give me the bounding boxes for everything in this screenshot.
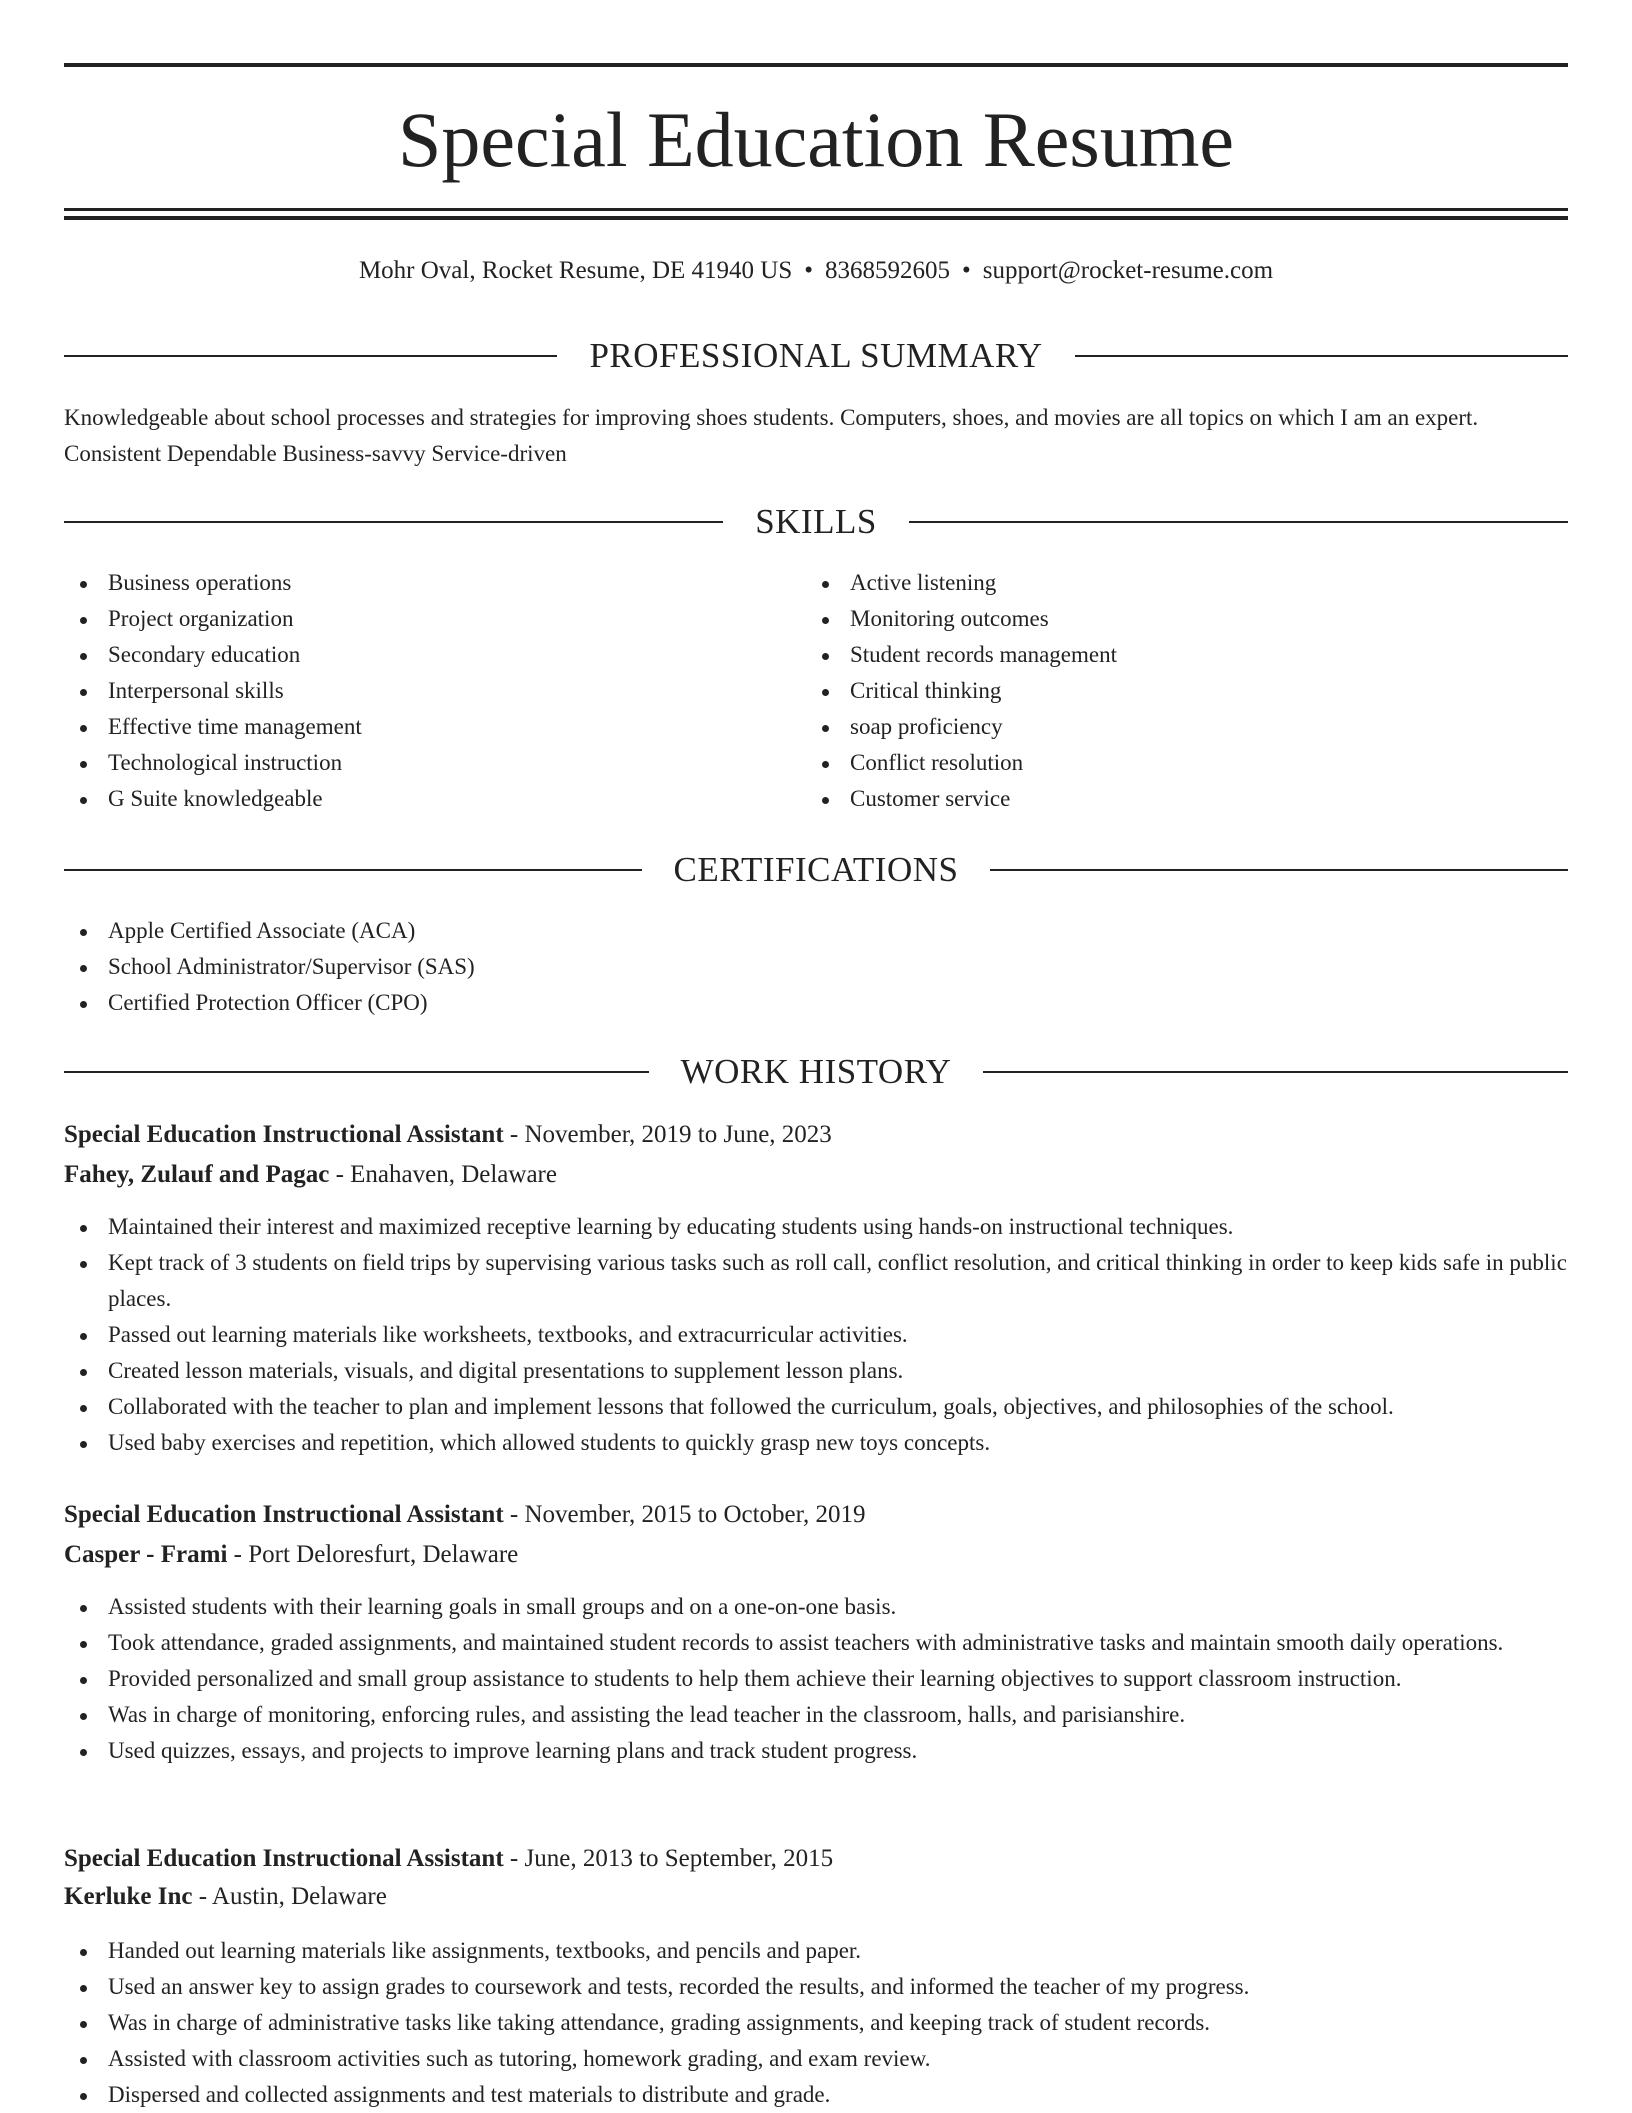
skill-item: Conflict resolution — [806, 745, 1546, 781]
skill-item: Student records management — [806, 637, 1546, 673]
job-title: Special Education Instructional Assistant — [64, 1121, 504, 1148]
skill-item: Critical thinking — [806, 673, 1546, 709]
divider — [64, 869, 642, 871]
job-bullet: Assisted with classroom activities such as tutoring, homework grading, and exam review. — [64, 2041, 1568, 2077]
job-title: Special Education Instructional Assistant — [64, 1501, 504, 1528]
section-heading-work-history — [64, 1050, 1568, 1094]
skill-item: Customer service — [806, 781, 1546, 817]
job-title-line — [64, 1117, 1568, 1153]
skill-item: Business operations — [64, 565, 804, 601]
section-title: PROFESSIONAL SUMMARY — [589, 336, 1043, 375]
job-location: - Austin, Delaware — [192, 1883, 387, 1910]
certification-item: Apple Certified Associate (ACA) — [64, 913, 1568, 949]
skills-list-left — [64, 565, 804, 817]
job-company-line — [64, 1157, 1568, 1193]
contact-phone: 8368592605 — [825, 257, 950, 284]
job-title-line — [64, 1841, 1568, 1877]
skill-item: Monitoring outcomes — [806, 601, 1546, 637]
job-location: - Port Deloresfurt, Delaware — [227, 1541, 519, 1568]
divider — [64, 521, 723, 523]
skill-item: Active listening — [806, 565, 1546, 601]
contact-separator: • — [962, 257, 971, 284]
job-dates: - June, 2013 to September, 2015 — [503, 1845, 834, 1872]
job-bullets — [64, 1933, 1568, 2113]
job-location: - Enahaven, Delaware — [329, 1161, 557, 1188]
job-bullet: Passed out learning materials like worksheets, textbooks, and extracurricular activities. — [64, 1317, 1568, 1353]
skill-item: Project organization — [64, 601, 804, 637]
certifications-list — [64, 913, 1568, 1021]
job-title-line — [64, 1497, 1568, 1533]
skill-item: Interpersonal skills — [64, 673, 804, 709]
job-bullet: Collaborated with the teacher to plan and implement lessons that followed the curriculum, goals, objectives, and philosophies of the school. — [64, 1389, 1568, 1425]
job-title: Special Education Instructional Assistant — [64, 1845, 504, 1872]
job-bullet: Handed out learning materials like assignments, textbooks, and pencils and paper. — [64, 1933, 1568, 1969]
skill-item: Technological instruction — [64, 745, 804, 781]
header-bottom-rule — [64, 208, 1568, 211]
section-heading-certifications — [64, 848, 1568, 892]
section-title: CERTIFICATIONS — [673, 850, 959, 889]
divider — [990, 869, 1568, 871]
job-dates: - November, 2015 to October, 2019 — [503, 1501, 866, 1528]
job-bullet: Dispersed and collected assignments and test materials to distribute and grade. — [64, 2077, 1568, 2113]
contact-email[interactable]: support@rocket-resume.com — [982, 257, 1274, 284]
divider — [64, 355, 557, 357]
divider — [1075, 355, 1568, 357]
job-bullet: Used baby exercises and repetition, which allowed students to quickly grasp new toys concepts. — [64, 1425, 1568, 1461]
divider — [983, 1071, 1568, 1073]
job-company: Casper - Frami — [64, 1541, 228, 1568]
job-company: Kerluke Inc — [64, 1883, 193, 1910]
section-heading-skills — [64, 500, 1568, 544]
divider — [909, 521, 1568, 523]
job-bullet: Kept track of 3 students on field trips by supervising various tasks such as roll call, conflict resolution, and critical thinking in order to keep kids safe in public places. — [64, 1245, 1568, 1317]
header-bottom-rule-2 — [64, 216, 1568, 220]
job-dates: - November, 2019 to June, 2023 — [503, 1121, 832, 1148]
contact-line — [64, 254, 1568, 288]
header-top-rule — [64, 63, 1568, 67]
job-bullet: Maintained their interest and maximized receptive learning by educating students using hands-on instructional techniques. — [64, 1209, 1568, 1245]
job-bullet: Used quizzes, essays, and projects to improve learning plans and track student progress. — [64, 1733, 1568, 1769]
skill-item: Effective time management — [64, 709, 804, 745]
certification-item: Certified Protection Officer (CPO) — [64, 985, 1568, 1021]
job-company: Fahey, Zulauf and Pagac — [64, 1161, 330, 1188]
section-title: WORK HISTORY — [680, 1052, 952, 1091]
summary-text: Knowledgeable about school processes and strategies for improving shoes students. Computers, shoes, and movies are all topics on which I am an expert. Consistent Dependable Business-savvy Service-driven — [64, 405, 1479, 466]
skills-list-right — [806, 565, 1546, 817]
skill-item: Secondary education — [64, 637, 804, 673]
divider — [64, 1071, 649, 1073]
job-bullet: Assisted students with their learning goals in small groups and on a one-on-one basis. — [64, 1589, 1568, 1625]
job-bullet: Used an answer key to assign grades to coursework and tests, recorded the results, and informed the teacher of my progress. — [64, 1969, 1568, 2005]
skill-item: G Suite knowledgeable — [64, 781, 804, 817]
job-bullet: Took attendance, graded assignments, and maintained student records to assist teachers with administrative tasks and maintain smooth daily operations. — [64, 1625, 1568, 1661]
job-company-line — [64, 1879, 1568, 1915]
section-title: SKILLS — [755, 502, 877, 541]
job-bullet: Was in charge of administrative tasks like taking attendance, grading assignments, and keeping track of student records. — [64, 2005, 1568, 2041]
contact-address: Mohr Oval, Rocket Resume, DE 41940 US — [358, 257, 793, 284]
job-bullet: Created lesson materials, visuals, and digital presentations to supplement lesson plans. — [64, 1353, 1568, 1389]
job-bullets — [64, 1589, 1568, 1769]
section-heading-summary — [64, 334, 1568, 378]
skill-item: soap proficiency — [806, 709, 1546, 745]
job-bullets — [64, 1209, 1568, 1461]
job-bullet: Provided personalized and small group assistance to students to help them achieve their learning objectives to support classroom instruction. — [64, 1661, 1568, 1697]
resume-title: Special Education Resume — [397, 96, 1235, 183]
contact-separator: • — [804, 257, 813, 284]
job-company-line — [64, 1537, 1568, 1573]
certification-item: School Administrator/Supervisor (SAS) — [64, 949, 1568, 985]
job-bullet: Was in charge of monitoring, enforcing rules, and assisting the lead teacher in the classroom, halls, and parisianshire. — [64, 1697, 1568, 1733]
